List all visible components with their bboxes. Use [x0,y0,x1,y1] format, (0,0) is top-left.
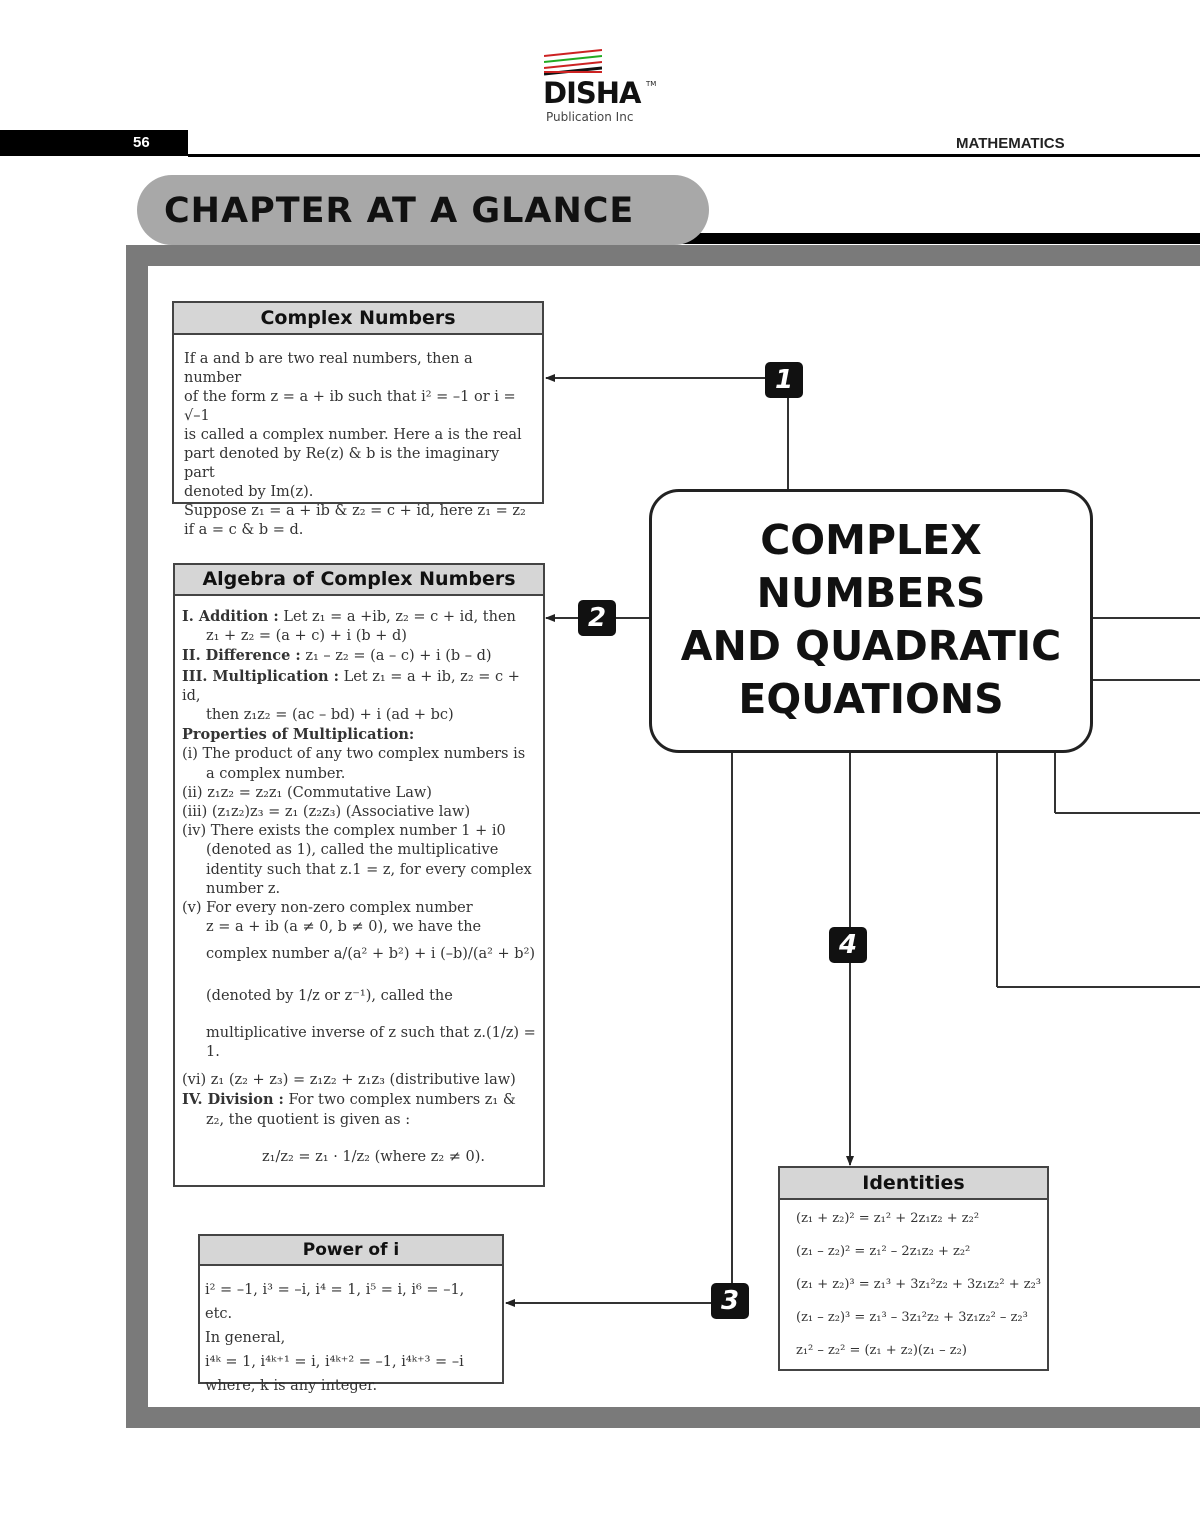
property-5b: z = a + ib (a ≠ 0, b ≠ 0), we have the [206,919,482,936]
property-5a: (v) For every non-zero complex number [182,900,473,917]
identity-4: (z₁ – z₂)³ = z₁³ – 3z₁²z₂ + 3z₁z₂² – z₂³ [796,1310,1028,1325]
addition-label: I. Addition : [182,608,279,625]
cn-line-4: part denoted by Re(z) & b is the imaginary part [184,446,500,481]
power-of-i-title: Power of i [200,1236,502,1266]
property-1: (i) The product of any two complex numbers is [182,746,526,763]
algebra-title: Algebra of Complex Numbers [175,565,543,596]
power-line-3: i⁴ᵏ = 1, i⁴ᵏ⁺¹ = i, i⁴ᵏ⁺² = –1, i⁴ᵏ⁺³ = –i [205,1354,464,1370]
division-formula: z₁/z₂ = z₁ · 1/z₂ (where z₂ ≠ 0). [262,1148,486,1165]
cn-line-7: if a = c & b = d. [184,522,304,538]
property-4b: (denoted as 1), called the multiplicative [206,842,499,859]
identity-2: (z₁ – z₂)² = z₁² – 2z₁z₂ + z₂² [796,1244,971,1259]
properties-label: Properties of Multiplication: [182,726,415,744]
brand-tm: TM [646,80,657,88]
complex-numbers-title: Complex Numbers [174,303,542,335]
division-text-2: z₂, the quotient is given as : [206,1111,411,1128]
central-topic-box [649,489,1093,753]
power-line-4: where, k is any integer. [205,1378,378,1394]
division-label: IV. Division : [182,1091,284,1109]
cn-line-6: Suppose z₁ = a + ib & z₂ = c + id, here z₁ = z₂ [184,503,526,519]
multiplication-text: Let z₁ = a + ib, z₂ = c + id, [182,668,520,704]
difference-text: z₁ – z₂ = (a – c) + i (b – d) [305,648,492,665]
property-5e: multiplicative inverse of z such that z.(1/z) = 1. [206,1024,536,1061]
algebra-box [173,563,545,1187]
power-line-2: In general, [205,1330,286,1346]
addition-text: Let z₁ = a +ib, z₂ = c + id, then [283,609,516,625]
power-of-i-box [198,1234,504,1394]
cn-line-1: If a and b are two real numbers, then a number [184,351,473,386]
property-5c: complex number a/(a² + b²) + i (–b)/(a² + b²) [206,946,536,963]
property-3: (iii) (z₁z₂)z₃ = z₁ (z₂z₃) (Associative law) [182,804,471,821]
property-5d: (denoted by 1/z or z⁻¹), called the [206,987,453,1004]
identities-box [778,1166,1049,1371]
cn-line-2: of the form z = a + ib such that i² = –1 or i = √–1 [184,389,516,424]
multiplication-result: then z₁z₂ = (ac – bd) + i (ad + bc) [206,707,454,724]
property-1b: a complex number. [206,765,346,782]
property-2: (ii) z₁z₂ = z₂z₁ (Commutative Law) [182,784,432,801]
cn-line-5: denoted by Im(z). [184,484,314,500]
property-6: (vi) z₁ (z₂ + z₃) = z₁z₂ + z₁z₃ (distributive law) [182,1072,516,1089]
central-line-1: COMPLEX [760,516,982,564]
badge-3: 3 [711,1283,749,1319]
division-text: For two complex numbers z₁ & [288,1092,516,1109]
central-line-3: AND QUADRATIC [680,622,1062,670]
difference-label: II. Difference : [182,647,301,665]
badge-2: 2 [578,600,616,636]
brand-logo: DISHA [543,76,641,110]
identity-1: (z₁ + z₂)² = z₁² + 2z₁z₂ + z₂² [796,1211,980,1226]
subject-label: MATHEMATICS [956,135,1065,152]
brand-subtitle: Publication Inc [546,110,634,124]
chapter-banner-title: CHAPTER AT A GLANCE [164,191,635,231]
identities-title: Identities [780,1168,1047,1200]
property-4c: identity such that z.1 = z, for every complex [206,861,532,878]
badge-4: 4 [829,927,867,963]
complex-numbers-box [172,301,544,538]
power-line-1: i² = –1, i³ = –i, i⁴ = 1, i⁵ = i, i⁶ = –1, etc. [205,1282,465,1322]
page-number: 56 [133,134,150,151]
multiplication-label: III. Multiplication : [182,667,339,685]
central-line-2: NUMBERS [756,569,986,617]
central-line-4: EQUATIONS [738,675,1004,723]
identity-5: z₁² – z₂² = (z₁ + z₂)(z₁ – z₂) [796,1343,967,1358]
cn-line-3: is called a complex number. Here a is the real [184,427,522,443]
badge-1: 1 [765,362,803,398]
addition-result: z₁ + z₂ = (a + c) + i (b + d) [206,628,407,645]
property-4a: (iv) There exists the complex number 1 + i0 [182,823,506,840]
property-4d: number z. [206,880,281,897]
identity-3: (z₁ + z₂)³ = z₁³ + 3z₁²z₂ + 3z₁z₂² + z₂³ [796,1277,1042,1292]
